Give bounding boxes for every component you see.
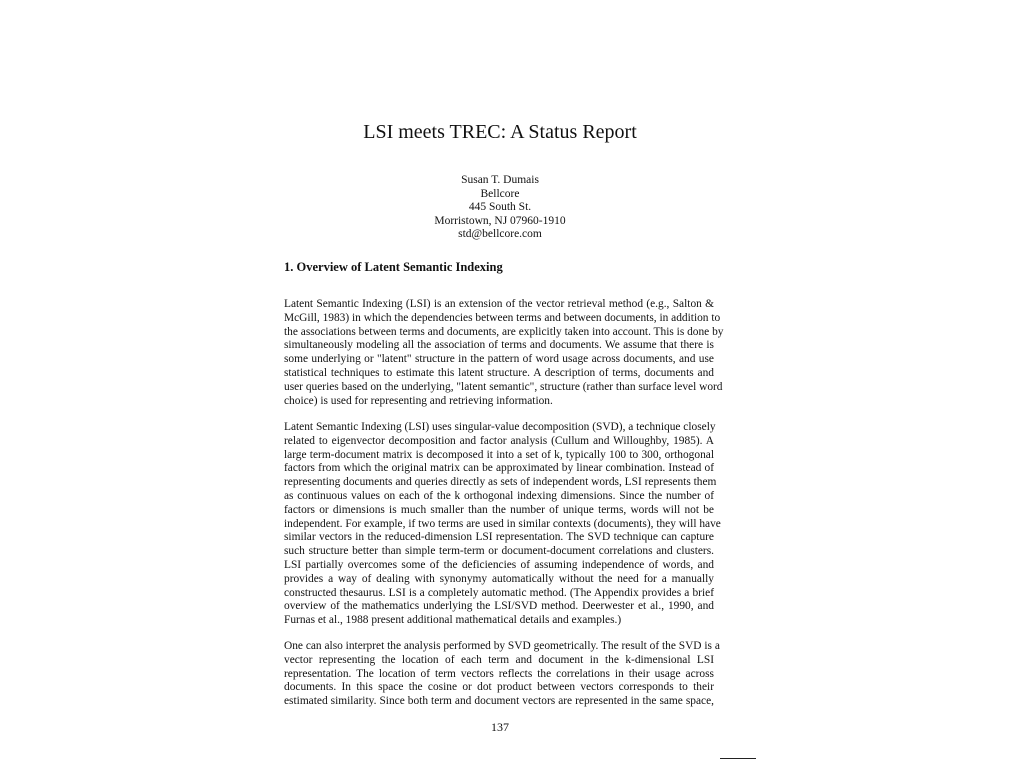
text-line: related to eigenvector decomposition and factor analysis (Cullum and Willoughby, 1985). A	[284, 434, 714, 447]
paper-title: LSI meets TREC: A Status Report	[363, 121, 637, 143]
author-name: Susan T. Dumais	[461, 174, 539, 186]
text-line: statistical techniques to estimate this latent structure. A description of terms, documents and	[284, 366, 714, 379]
text-line: choice) is used for representing and retrieving information.	[284, 394, 553, 407]
text-line: some underlying or "latent" structure in the pattern of word usage across documents, and use	[284, 353, 714, 366]
text-line: representing documents and queries directly as sets of independent words, LSI represents them	[284, 476, 717, 489]
paragraph-3	[284, 640, 720, 709]
author-city: Morristown, NJ 07960-1910	[434, 214, 566, 227]
text-line: McGill, 1983) in which the dependencies between terms and between documents, in addition to	[284, 311, 721, 324]
text-line: One can also interpret the analysis performed by SVD geometrically. The result of the SVD is a	[284, 640, 720, 652]
author-street: 445 South St.	[468, 201, 532, 213]
text-line: Latent Semantic Indexing (LSI) uses singular-value decomposition (SVD), a technique closely	[284, 421, 716, 433]
author-block	[0, 174, 1000, 242]
text-line: LSI partially overcomes some of the deficiencies of assuming independence of words, and	[284, 558, 714, 571]
scan-mark	[720, 758, 756, 759]
text-line: factors or dimensions is much smaller than the number of unique terms, words will not be	[284, 503, 714, 516]
page-number: 137	[491, 720, 509, 734]
author-email: std@bellcore.com	[458, 228, 542, 240]
paragraph-2	[284, 421, 721, 628]
text-line: documents. In this space the cosine or dot product between vectors corresponds to their	[284, 681, 714, 694]
text-line: large term-document matrix is decomposed it into a set of k, typically 100 to 300, orthogonal	[284, 448, 714, 461]
text-line: simultaneously modeling all the association of terms and documents. We assume that there is	[284, 339, 714, 352]
text-line: Latent Semantic Indexing (LSI) is an extension of the vector retrieval method (e.g., Salton &	[284, 298, 714, 310]
text-line: constructed thesaurus. LSI is a completely automatic method. (The Appendix provides a brief	[284, 586, 714, 599]
paragraph-1	[284, 298, 724, 408]
text-line: overview of the mathematics underlying the LSI/SVD method. Deerwester et al., 1990, and	[284, 600, 714, 613]
text-line: estimated similarity. Since both term and document vectors are represented in the same space,	[284, 695, 714, 708]
text-line: user queries based on the underlying, "latent semantic", structure (rather than surface level word	[284, 380, 723, 393]
author-org: Bellcore	[480, 187, 520, 200]
text-line: vector representing the location of each term and document in the k-dimensional LSI	[284, 653, 714, 666]
text-line: similar vectors in the reduced-dimension LSI representation. The SVD technique can capture	[284, 531, 714, 544]
text-line: as continuous values on each of the k orthogonal indexing dimensions. Since the number of	[284, 489, 714, 502]
section-heading: 1. Overview of Latent Semantic Indexing	[284, 260, 503, 274]
text-line: factors from which the original matrix can be approximated by linear combination. Instead of	[284, 462, 714, 475]
text-line: such structure better than simple term-term or document-document correlations and clusters.	[284, 545, 714, 558]
text-line: provides a way of dealing with synonymy automatically without the need for a manually	[284, 572, 714, 585]
text-line: the associations between terms and documents, are explicitly taken into account. This is done by	[284, 325, 724, 338]
text-line: representation. The location of term vectors reflects the correlations in their usage across	[284, 667, 714, 680]
text-line: Furnas et al., 1988 present additional mathematical details and examples.)	[284, 614, 622, 627]
text-line: independent. For example, if two terms are used in similar contexts (documents), they will have	[284, 517, 721, 530]
